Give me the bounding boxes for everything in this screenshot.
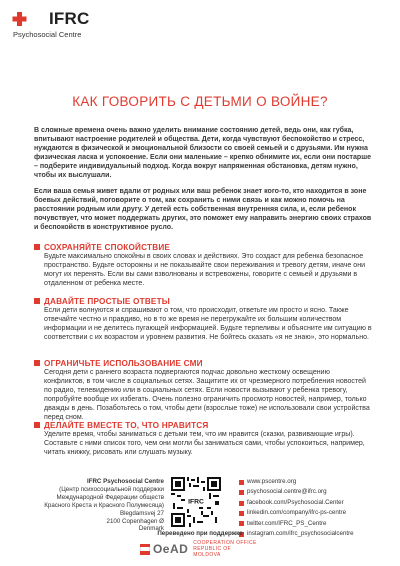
- section-body: Сегодня дети с раннего возраста подвергаются подчас довольно жесткому освещению конфликтов, в том числе в социальных сетях. Защитите их от чрезмерного потребления новостей по радио, телевидению или в социальных сетях. Если новости вызывают у ребенка тревогу, попробуйте вообще их избегать. Очень полезно ограничить просмотр новостей, например, только дважды в день. Позаботьтесь о том, чтобы дети (взрослые тоже) не использовали свои устройства перед сном.: [44, 369, 370, 421]
- section-title: ДЕЛАЙТЕ ВМЕСТЕ ТО, ЧТО НРАВИТСЯ: [44, 420, 209, 430]
- ifrc-logo: [12, 10, 132, 44]
- address-line: (Центр психосоциальной поддержки: [59, 485, 164, 493]
- section-keep-calm: [34, 242, 372, 289]
- logo-text: IFRC: [49, 9, 90, 28]
- logo-subtitle: Psychosocial Centre: [13, 30, 82, 39]
- website-link[interactable]: www.pscentre.org: [247, 478, 297, 485]
- square-bullet-icon: [34, 360, 40, 366]
- qr-code: [171, 477, 221, 527]
- section-do-together: [34, 420, 372, 458]
- intro-paragraph: Если ваша семья живет вдали от родных или ваш ребенок знает кого-то, кто находится в зоне боевых действий, поговорите о том, как сохранить с ними связь и как можно помочь на расстоянии родным или другу. У детей есть собственная внутренняя сила, и, если ребенок почувствует, что может поддержать других, это поможет ему направить энергию своих страхов и беспокойств в конструктивное русло.: [34, 188, 372, 232]
- support-label: Переведено при поддержке: [157, 530, 243, 537]
- section-simple-answers: [34, 296, 372, 343]
- section-title: ДАВАЙТЕ ПРОСТЫЕ ОТВЕТЫ: [44, 296, 171, 306]
- address-line: Международной Федерации обществ: [56, 493, 164, 501]
- mail-icon: [239, 490, 244, 495]
- address-line: Красного Креста и Красного Полумесяца): [44, 501, 164, 509]
- section-title: СОХРАНЯЙТЕ СПОКОЙСТВИЕ: [44, 242, 171, 252]
- instagram-link[interactable]: instagram.com/ifrc_psychosocialcentre: [247, 530, 354, 538]
- section-body: Будьте максимально спокойны в своих словах и действиях. Это создаст для ребенка безопасное пространство. Будьте осторожны и не показывайте свои переживания и тревогу детям, иначе они могут их перенять. Если вы сами взволнованы и встревожены, говорите с семьей и друзьями в отдаленном от ребенка месте.: [44, 253, 366, 287]
- partner-line: COOPERATION OFFICE: [193, 540, 257, 546]
- address-line: IFRC Psychosocial Centre: [86, 478, 164, 485]
- address-line: Blegdamsvej 27: [119, 509, 164, 517]
- section-body: Если дети волнуются и спрашивают о том, что происходит, ответьте им просто и ясно. Также отвечайте честно и правдиво, но в то же время не перегружайте их большим количеством информации и не делитесь пугающей информацией. Будьте терпеливы и объясните им ситуацию в соответствии с их возрастом и уровнем развития. Не бойтесь сказать «я не знаю», это нормально.: [44, 307, 372, 341]
- globe-icon: [239, 480, 244, 485]
- austria-flag-icon: [140, 544, 150, 555]
- page-title: КАК ГОВОРИТЬ С ДЕТЬМИ О ВОЙНЕ?: [72, 94, 328, 109]
- square-bullet-icon: [34, 422, 40, 428]
- facebook-link[interactable]: facebook.com/Psychosocial.Center: [247, 498, 344, 506]
- twitter-icon: [239, 521, 244, 526]
- partner-logo: [140, 539, 260, 559]
- facebook-icon: [239, 501, 244, 506]
- intro-paragraph: В сложные времена очень важно уделить внимание состоянию детей, ведь они, как губка, впитывают настроение родителей и общества. Дети, когда чувствуют беспокойство и стресс, нуждаются в физической и эмоциональной близости со своей семьей и с друзьями. Им нужна физическая ласка и успокоение. Если они маленькие – крепко обнимите их, если они постарше – подберите индивидуальный подход. Когда вокруг напряженная обстановка, детям нужно, чтобы их выслушали.: [34, 127, 371, 180]
- address-line: Denmark: [138, 525, 164, 533]
- partner-name: OeAD: [152, 542, 189, 556]
- linkedin-icon: [239, 511, 244, 516]
- section-body: Уделите время, чтобы заниматься с детьми тем, что им нравится (сказки, развивающие игры). Составьте с ними список того, чем они могли бы заниматься сами, чтобы успокоиться, например, читать книжку, рисовать или слушать музыку.: [44, 431, 365, 456]
- red-cross-crescent-icon: [12, 11, 46, 27]
- partner-line: REPUBLIC OF MOLDOVA: [193, 546, 232, 558]
- square-bullet-icon: [34, 298, 40, 304]
- square-bullet-icon: [34, 244, 40, 250]
- address-line: 2100 Copenhagen Ø: [106, 517, 164, 525]
- twitter-link[interactable]: twitter.com/IFRC_PS_Centre: [247, 519, 327, 527]
- address-block: [14, 478, 164, 533]
- email-link[interactable]: psychosocial.centre@ifrc.org: [247, 488, 327, 496]
- linkedin-link[interactable]: linkedin.com/company/ifrc-ps-centre: [247, 509, 347, 517]
- section-title: ОГРАНИЧЬТЕ ИСПОЛЬЗОВАНИЕ СМИ: [44, 358, 203, 368]
- section-limit-media: [34, 358, 372, 423]
- svg-text:IFRC: IFRC: [188, 498, 204, 506]
